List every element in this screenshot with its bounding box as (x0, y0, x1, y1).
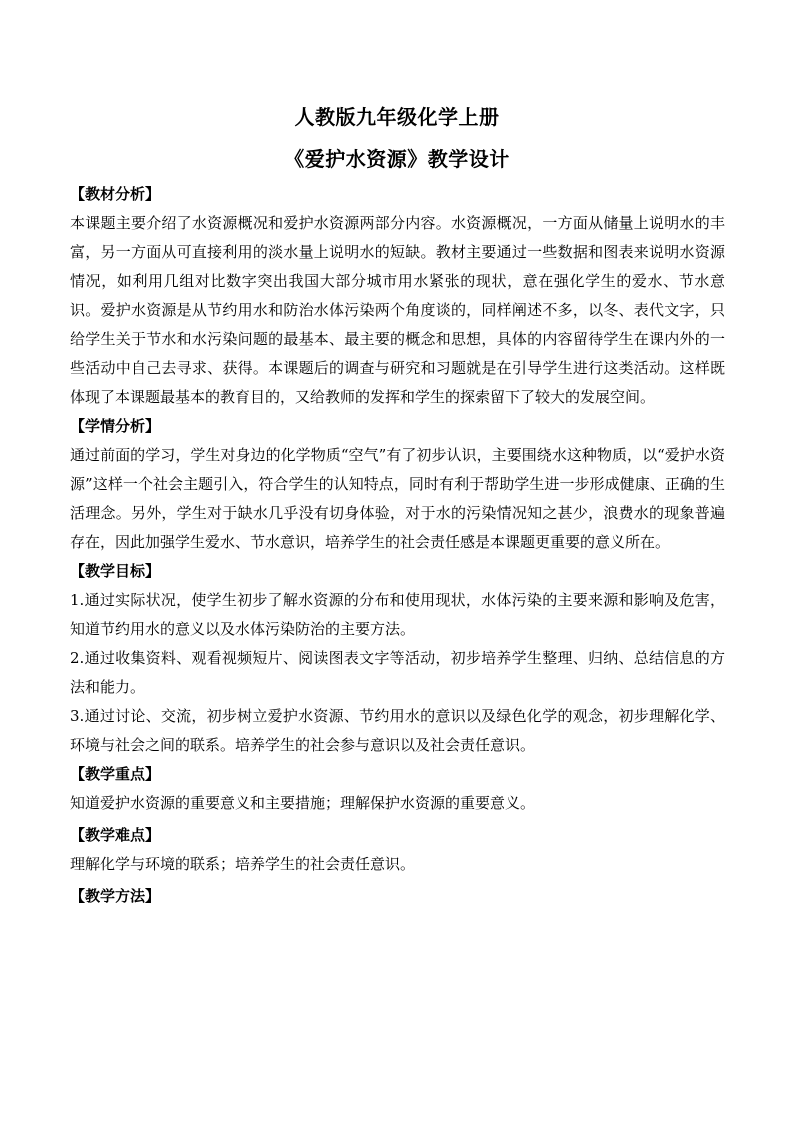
section-difficulties (70, 821, 725, 879)
section-paragraph: 本课题主要介绍了水资源概况和爱护水资源两部分内容。水资源概况，一方面从储量上说明水的丰富，另一方面从可直接利用的淡水量上说明水的短缺。教材主要通过一些数据和图表来说明水资源情况，如利用几组对比数字突出我国大部分城市用水紧张的现状，意在强化学生的爱水、节水意识。爱护水资源是从节约用水和防治水体污染两个角度谈的，同样阐述不多，以冬、表代文字，只给学生关于节水和水污染问题的最基本、最主要的概念和思想，具体的内容留待学生在课内外的一些活动中自己去寻求、获得。本课题后的调查与研究和习题就是在引导学生进行这类活动。这样既体现了本课题最基本的教育目的，又给教师的发挥和学生的探索留下了较大的发展空间。 (70, 214, 725, 406)
section-paragraph: 知道爱护水资源的重要意义和主要措施；理解保护水资源的重要意义。 (70, 794, 536, 812)
section-heading: 【学情分析】 (70, 417, 161, 435)
section-paragraph: 通过前面的学习，学生对身边的化学物质“空气”有了初步认识，主要围绕水这种物质，以“爱护水资源”这样一个社会主题引入，符合学生的认知特点，同时有利于帮助学生进一步形成健康、正确的生活理念。另外，学生对于缺水几乎没有切身体验，对于水的污染情况知之甚少，浪费水的现象普遍存在，因此加强学生爱水、节水意识，培养学生的社会责任感是本课题更重要的意义所在。 (70, 446, 725, 551)
section-heading: 【教材分析】 (70, 185, 161, 203)
section-key-points (70, 760, 725, 818)
section-heading: 【教学方法】 (70, 887, 161, 905)
section-objectives (70, 557, 725, 760)
section-student-analysis (70, 412, 725, 557)
objective-item: 2.通过收集资料、观看视频短片、阅读图表文字等活动，初步培养学生整理、归纳、总结信息的方法和能力。 (70, 649, 725, 696)
objective-item: 3.通过讨论、交流，初步树立爱护水资源、节约用水的意识以及绿色化学的观念，初步理解化学、环境与社会之间的联系。培养学生的社会参与意识以及社会责任意识。 (70, 707, 725, 754)
document-body (70, 180, 725, 911)
document-title-line1: 人教版九年级化学上册 (294, 105, 500, 129)
section-textbook-analysis (70, 180, 725, 412)
document-title-line2: 《爱护水资源》教学设计 (284, 147, 510, 171)
objective-item: 1.通过实际状况，使学生初步了解水资源的分布和使用现状，水体污染的主要来源和影响及危害，知道节约用水的意义以及水体污染防治的主要方法。 (70, 591, 725, 638)
section-paragraph: 理解化学与环境的联系；培养学生的社会责任意识。 (70, 855, 416, 873)
section-heading: 【教学目标】 (70, 562, 161, 580)
section-heading: 【教学难点】 (70, 826, 161, 844)
section-heading: 【教学重点】 (70, 765, 161, 783)
section-methods (70, 882, 725, 911)
